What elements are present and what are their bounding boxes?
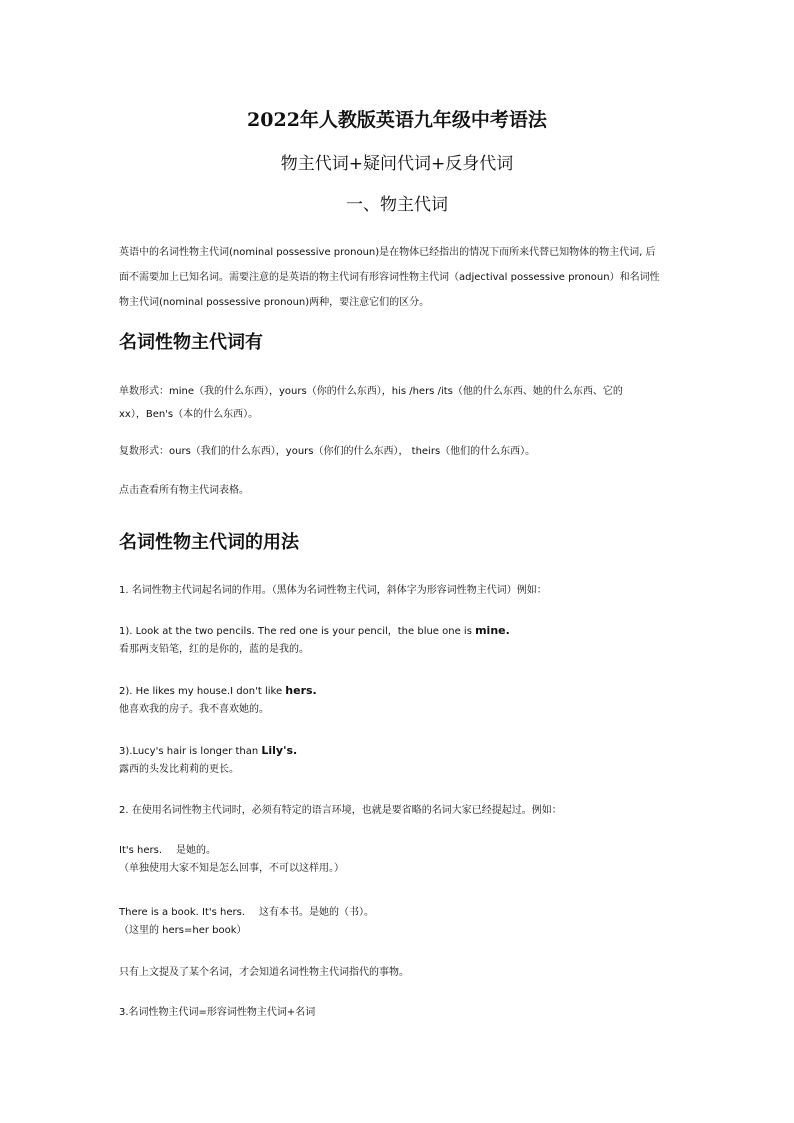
heading-nominal-usage: 名词性物主代词的用法 bbox=[119, 532, 299, 553]
example-2 bbox=[119, 682, 679, 718]
hers-example-line bbox=[119, 904, 679, 922]
example-chinese: 露西的头发比莉莉的更长。 bbox=[119, 763, 239, 775]
singular-forms-paragraph bbox=[119, 380, 679, 426]
example-pronoun-bold: hers. bbox=[285, 684, 317, 697]
heading-nominal-forms: 名词性物主代词有 bbox=[119, 332, 263, 353]
example-english-text: There is a book. It's hers. bbox=[119, 907, 246, 918]
hers-example-line bbox=[119, 842, 679, 860]
singular-line: xx），Ben's（本的什么东西）。 bbox=[119, 409, 259, 420]
example-chinese-text: 是她的。 bbox=[176, 845, 216, 856]
example-chinese: 他喜欢我的房子。我不喜欢她的。 bbox=[119, 703, 269, 715]
example-3 bbox=[119, 742, 679, 778]
usage-rule-2: 2. 在使用名词性物主代词时，必须有特定的语言环境，也就是要省略的名词大家已经提起过。例如： bbox=[119, 805, 562, 816]
hers-example-2 bbox=[119, 904, 679, 939]
singular-line: 单数形式：mine（我的什么东西），yours（你的什么东西），his /hers /its（他的什么东西、她的什么东西、它的 bbox=[119, 386, 623, 397]
page-subtitle: 物主代词+疑问代词+反身代词 bbox=[280, 154, 514, 174]
example-pronoun-bold: mine. bbox=[475, 624, 510, 637]
example-english-text: 2). He likes my house.I don't like bbox=[119, 686, 286, 697]
page-title: 2022年人教版英语九年级中考语法 bbox=[247, 109, 547, 131]
example-chinese-text: 这有本书。是她的（书）。 bbox=[259, 907, 375, 918]
section-heading-possessive: 一、物主代词 bbox=[346, 195, 448, 215]
usage-rule-3: 3.名词性物主代词=形容词性物主代词+名词 bbox=[119, 1007, 316, 1018]
example-english bbox=[119, 682, 679, 701]
hers-example-note: （单独使用大家不知是怎么回事，不可以这样用。） bbox=[119, 862, 344, 874]
intro-paragraph bbox=[119, 240, 679, 315]
example-english-text: 1). Look at the two pencils. The red one is your pencil，the blue one is bbox=[119, 626, 476, 637]
example-english-text: It's hers. bbox=[119, 845, 162, 856]
example-english bbox=[119, 742, 679, 761]
intro-line: 面不需要加上已知名词。需要注意的是英语的物主代词有形容词性物主代词（adjectival possessive pronoun）和名词性 bbox=[119, 272, 660, 283]
example-1 bbox=[119, 622, 679, 658]
context-explanation: 只有上文提及了某个名词，才会知道名词性物主代词指代的事物。 bbox=[119, 967, 409, 978]
plural-forms-paragraph: 复数形式：ours（我们的什么东西），yours（你们的什么东西）， theirs（他们的什么东西）。 bbox=[119, 446, 536, 457]
hers-example-note: （这里的 hers=her book） bbox=[119, 924, 247, 936]
hers-example-1 bbox=[119, 842, 679, 877]
intro-line: 英语中的名词性物主代词(nominal possessive pronoun)是在物体已经指出的情况下而所来代替已知物体的物主代词, 后 bbox=[119, 247, 656, 258]
example-pronoun-bold: Lily's. bbox=[261, 744, 298, 757]
example-english bbox=[119, 622, 679, 641]
usage-rule-1: 1. 名词性物主代词起名词的作用。（黑体为名词性物主代词，斜体字为形容词性物主代词）例如： bbox=[119, 585, 547, 596]
intro-line: 物主代词(nominal possessive pronoun)两种，要注意它们的区分。 bbox=[119, 297, 430, 308]
example-english-text: 3).Lucy's hair is longer than bbox=[119, 746, 262, 757]
pronoun-table-link[interactable]: 点击查看所有物主代词表格。 bbox=[119, 485, 249, 496]
example-chinese: 看那两支铅笔，红的是你的，蓝的是我的。 bbox=[119, 643, 309, 655]
